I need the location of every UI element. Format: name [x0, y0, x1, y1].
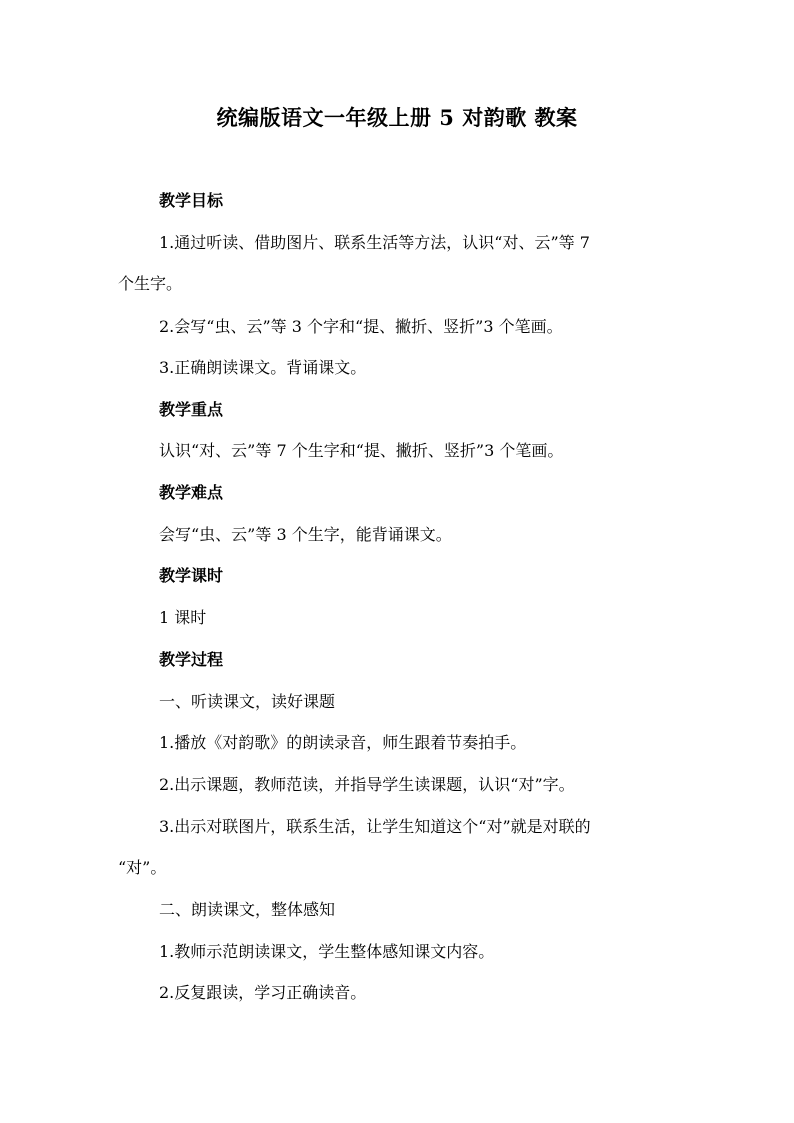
section-2-heading: 二、朗读课文，整体感知 [159, 900, 336, 919]
paragraph-process-1-2: 2.出示课题，教师范读，并指导学生读课题，认识“对”字。 [159, 775, 575, 794]
heading-key-points: 教学重点 [159, 400, 224, 419]
paragraph-process-1-3: 3.出示对联图片，联系生活，让学生知道这个“对”就是对联的 [159, 817, 591, 836]
heading-teaching-process: 教学过程 [159, 650, 224, 669]
paragraph-goal-3: 3.正确朗读课文。背诵课文。 [159, 358, 367, 377]
heading-teaching-goals: 教学目标 [159, 191, 224, 210]
heading-class-hours: 教学课时 [159, 566, 224, 585]
paragraph-goal-1: 1.通过听读、借助图片、联系生活等方法，认识“对、云”等 7 [159, 233, 590, 252]
paragraph-process-2-2: 2.反复跟读，学习正确读音。 [159, 983, 367, 1002]
paragraph-process-1-1: 1.播放《对韵歌》的朗读录音，师生跟着节奏拍手。 [159, 733, 527, 752]
paragraph-process-2-1: 1.教师示范朗读课文，学生整体感知课文内容。 [159, 942, 495, 961]
paragraph-key-points: 认识“对、云”等 7 个生字和“提、撇折、竖折”3 个笔画。 [159, 441, 564, 460]
paragraph-class-hours: 1 课时 [159, 608, 207, 627]
section-1-heading: 一、听读课文，读好课题 [159, 692, 336, 711]
paragraph-goal-1-continued: 个生字。 [118, 274, 183, 293]
paragraph-process-1-3-continued: “对”。 [118, 858, 167, 877]
document-title: 统编版语文一年级上册 5 对韵歌 教案 [216, 105, 578, 130]
paragraph-goal-2: 2.会写“虫、云”等 3 个字和“提、撇折、竖折”3 个笔画。 [159, 317, 563, 336]
heading-difficult-points: 教学难点 [159, 483, 224, 502]
paragraph-difficult-points: 会写“虫、云”等 3 个生字，能背诵课文。 [159, 525, 452, 544]
